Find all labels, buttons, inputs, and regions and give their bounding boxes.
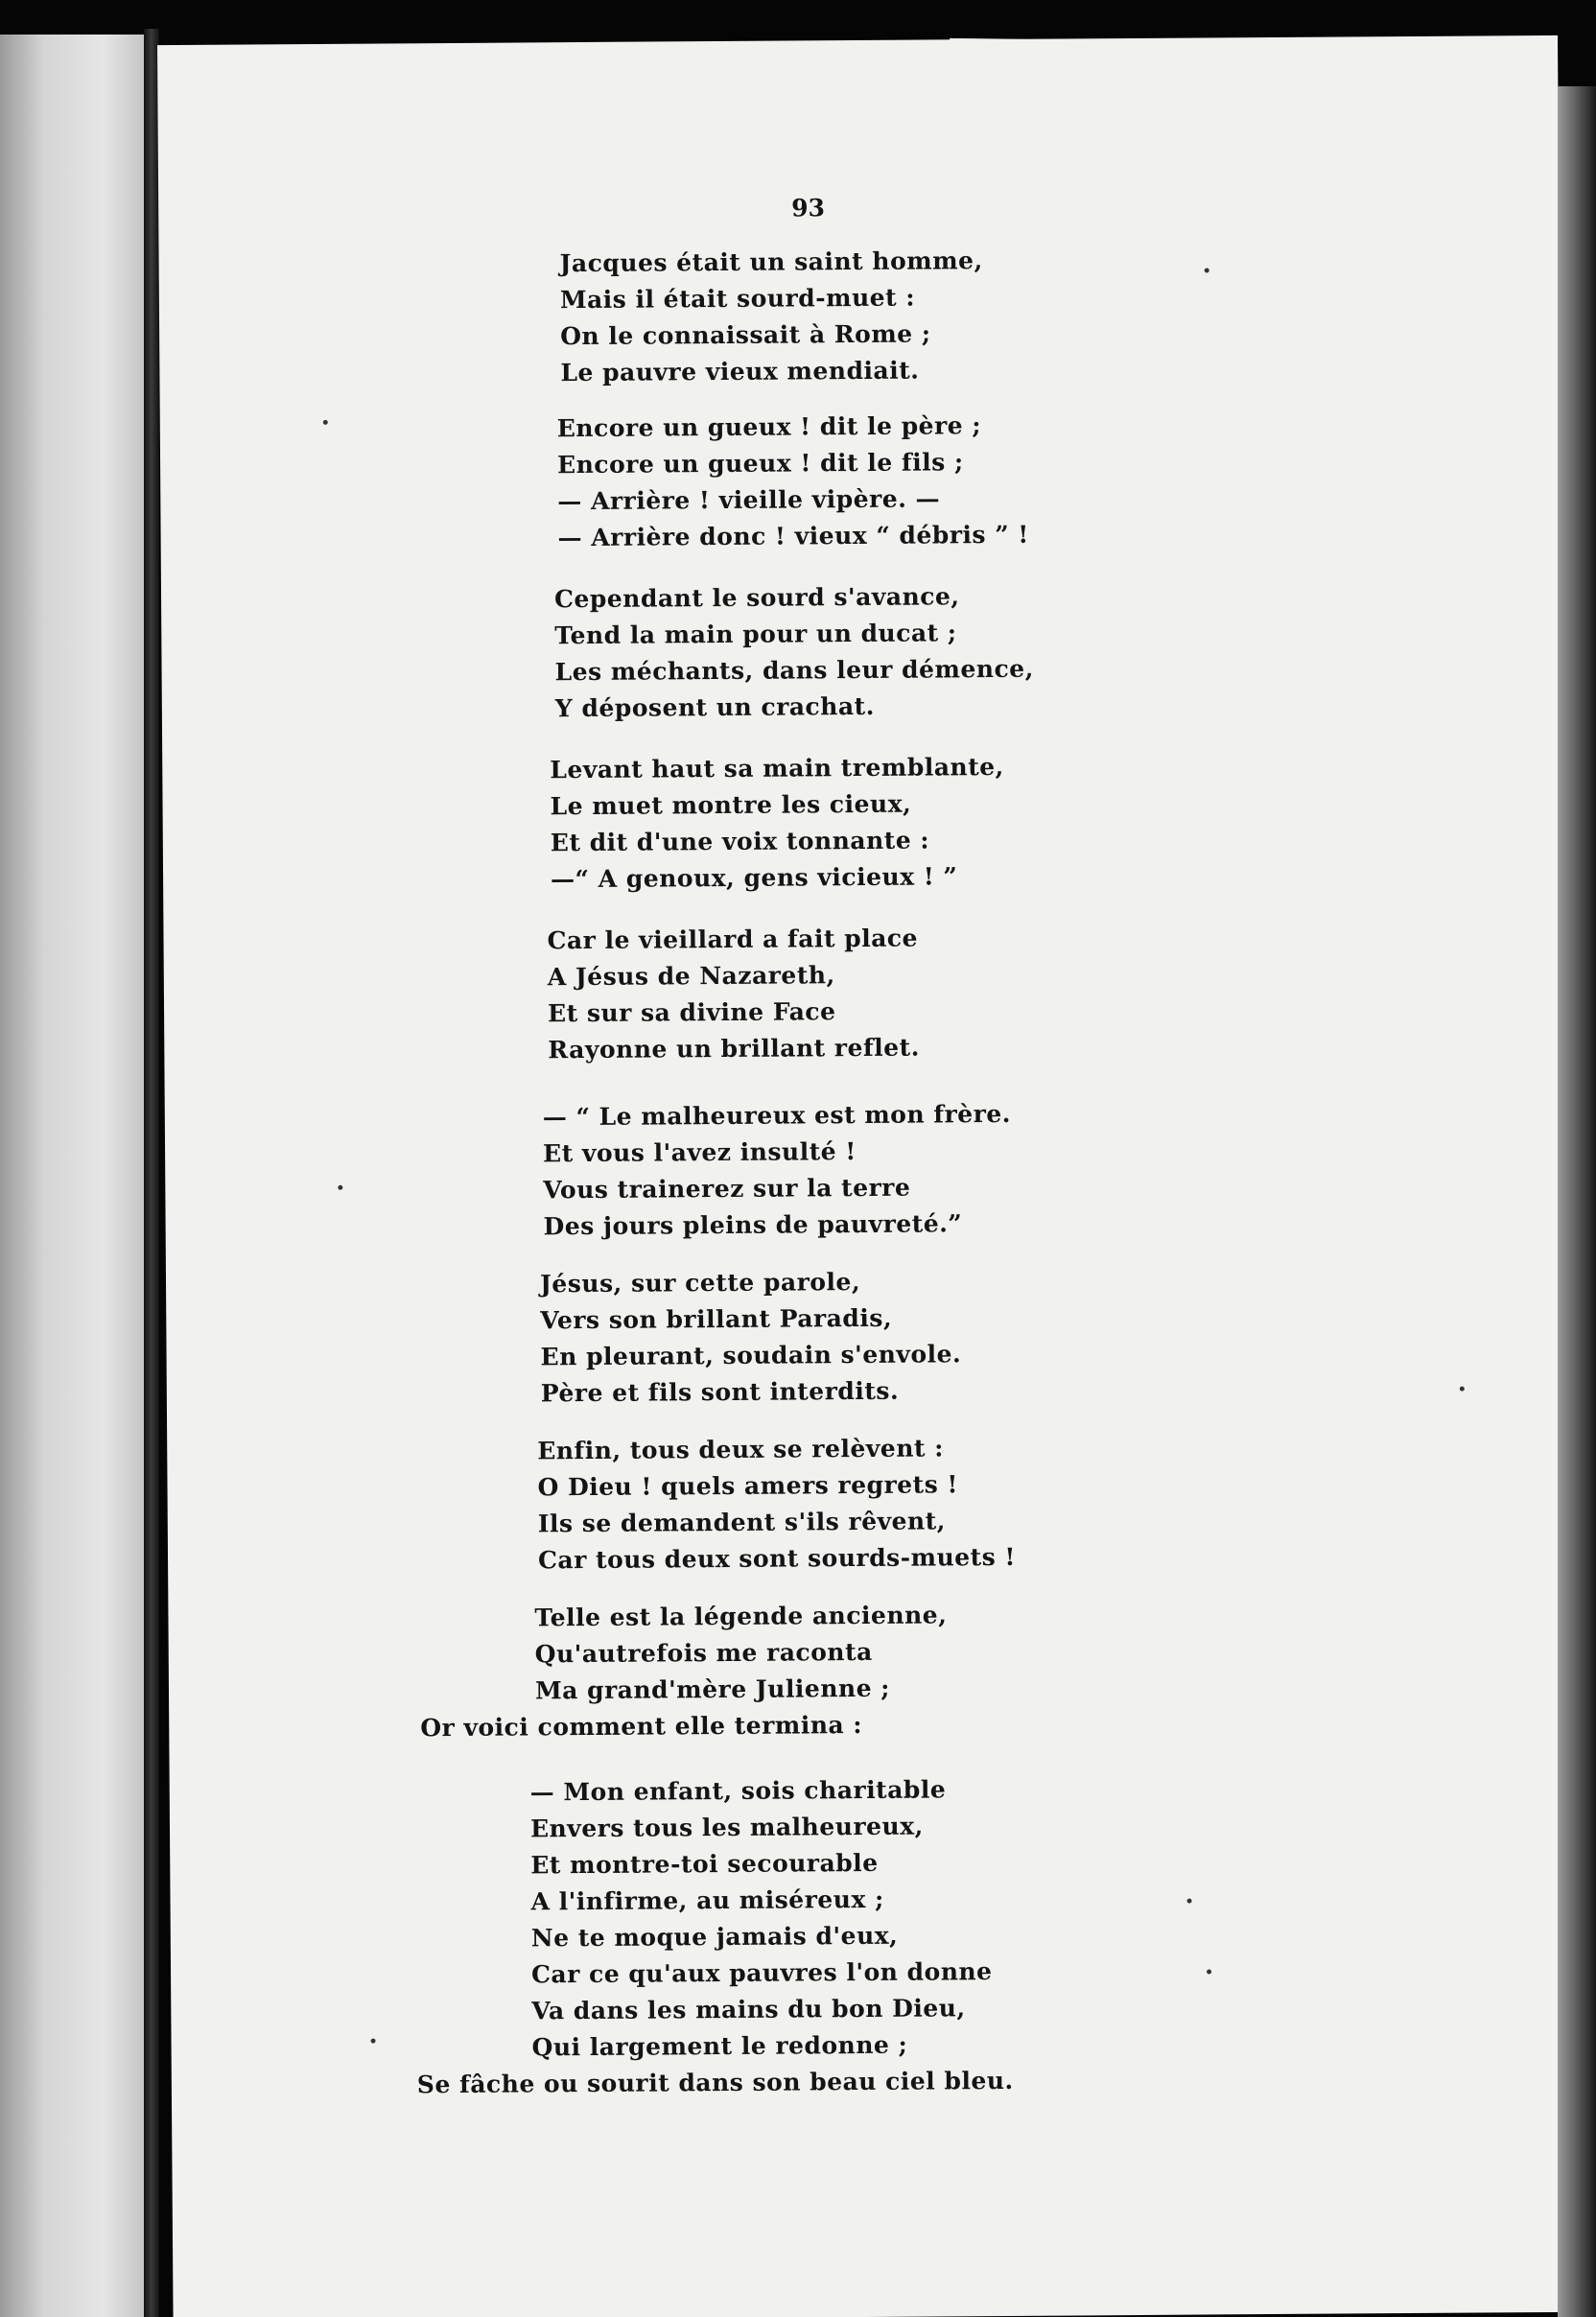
poem-text (157, 35, 1574, 2317)
paper-speck (1460, 1387, 1465, 1392)
verse-line: —“ A genoux, gens vicieux ! ” (550, 862, 958, 894)
verse-line: Vers son brillant Paradis, (540, 1303, 893, 1335)
verse-line: Encore un gueux ! dit le père ; (556, 411, 982, 443)
verse-line: Y déposent un crachat. (554, 691, 875, 723)
paper-speck (371, 2039, 376, 2044)
verse-line: Rayonne un brillant reflet. (548, 1033, 920, 1065)
verse-line: Ils se demandent s'ils rêvent, (537, 1507, 947, 1538)
left-page-edge (0, 35, 146, 2317)
right-page-edge (1558, 86, 1596, 2317)
verse-line: On le connaissait à Rome ; (560, 319, 931, 351)
verse-line: Enfin, tous deux se relèvent : (537, 1434, 945, 1465)
verse-line: Mais il était sourd-muet : (559, 283, 916, 315)
verse-line: A Jésus de Nazareth, (547, 961, 835, 992)
verse-line: Vous trainerez sur la terre (543, 1173, 911, 1205)
verse-line: A l'infirme, au miséreux ; (530, 1884, 884, 1916)
verse-line: Cependant le sourd s'avance, (553, 582, 960, 614)
book-page (157, 35, 1574, 2317)
verse-line: Qui largement le redonne ; (531, 2030, 908, 2062)
verse-line: Père et fils sont interdits. (540, 1376, 900, 1408)
verse-line: Va dans les mains du bon Dieu, (531, 1994, 966, 2025)
verse-line: Car le vieillard a fait place (547, 924, 919, 955)
verse-line: Telle est la légende ancienne, (534, 1601, 948, 1632)
paper-speck (1187, 1899, 1192, 1904)
verse-line: — Mon enfant, sois charitable (529, 1775, 947, 1807)
verse-line: O Dieu ! quels amers regrets ! (537, 1470, 959, 1502)
paper-speck (338, 1185, 342, 1190)
verse-line: Et sur sa divine Face (547, 997, 836, 1028)
verse-line: Les méchants, dans leur démence, (554, 654, 1034, 687)
verse-line: — Arrière ! vieille vipère. — (557, 484, 941, 516)
verse-line: — “ Le malheureux est mon frère. (542, 1099, 1012, 1132)
verse-line: Tend la main pour un ducat ; (554, 619, 957, 650)
paper-speck (1205, 268, 1209, 272)
verse-line: Jésus, sur cette parole, (539, 1268, 861, 1299)
verse-line: Envers tous les malheureux, (529, 1812, 924, 1843)
paper-speck (1207, 1969, 1211, 1974)
verse-line: Ma grand'mère Julienne ; (534, 1673, 891, 1705)
verse-line: Levant haut sa main tremblante, (550, 752, 1004, 784)
verse-line: Car ce qu'aux pauvres l'on donne (530, 1957, 993, 1989)
verse-line: En pleurant, soudain s'envole. (540, 1340, 962, 1371)
page-number: 93 (791, 194, 826, 222)
verse-line: Le muet montre les cieux, (550, 789, 912, 821)
verse-line: Et dit d'une voix tonnante : (550, 826, 930, 857)
verse-line: Encore un gueux ! dit le fils ; (556, 448, 964, 480)
book-gutter (144, 29, 159, 2317)
verse-line: Ne te moque jamais d'eux, (530, 1921, 899, 1953)
paper-speck (323, 420, 328, 425)
verse-line: Se fâche ou sourit dans son beau ciel bleu. (416, 2066, 1014, 2099)
verse-line: Or voici comment elle termina : (420, 1711, 863, 1743)
verse-line: Qu'autrefois me raconta (534, 1637, 873, 1669)
verse-line: Et montre-toi secourable (530, 1848, 879, 1880)
verse-line: Le pauvre vieux mendiait. (560, 356, 920, 387)
verse-line: Des jours pleins de pauvreté.” (543, 1209, 963, 1241)
verse-line: — Arrière donc ! vieux “ débris ” ! (557, 520, 1029, 552)
verse-line: Car tous deux sont sourds-muets ! (537, 1542, 1017, 1575)
verse-line: Et vous l'avez insulté ! (542, 1137, 857, 1168)
verse-line: Jacques était un saint homme, (559, 246, 983, 278)
